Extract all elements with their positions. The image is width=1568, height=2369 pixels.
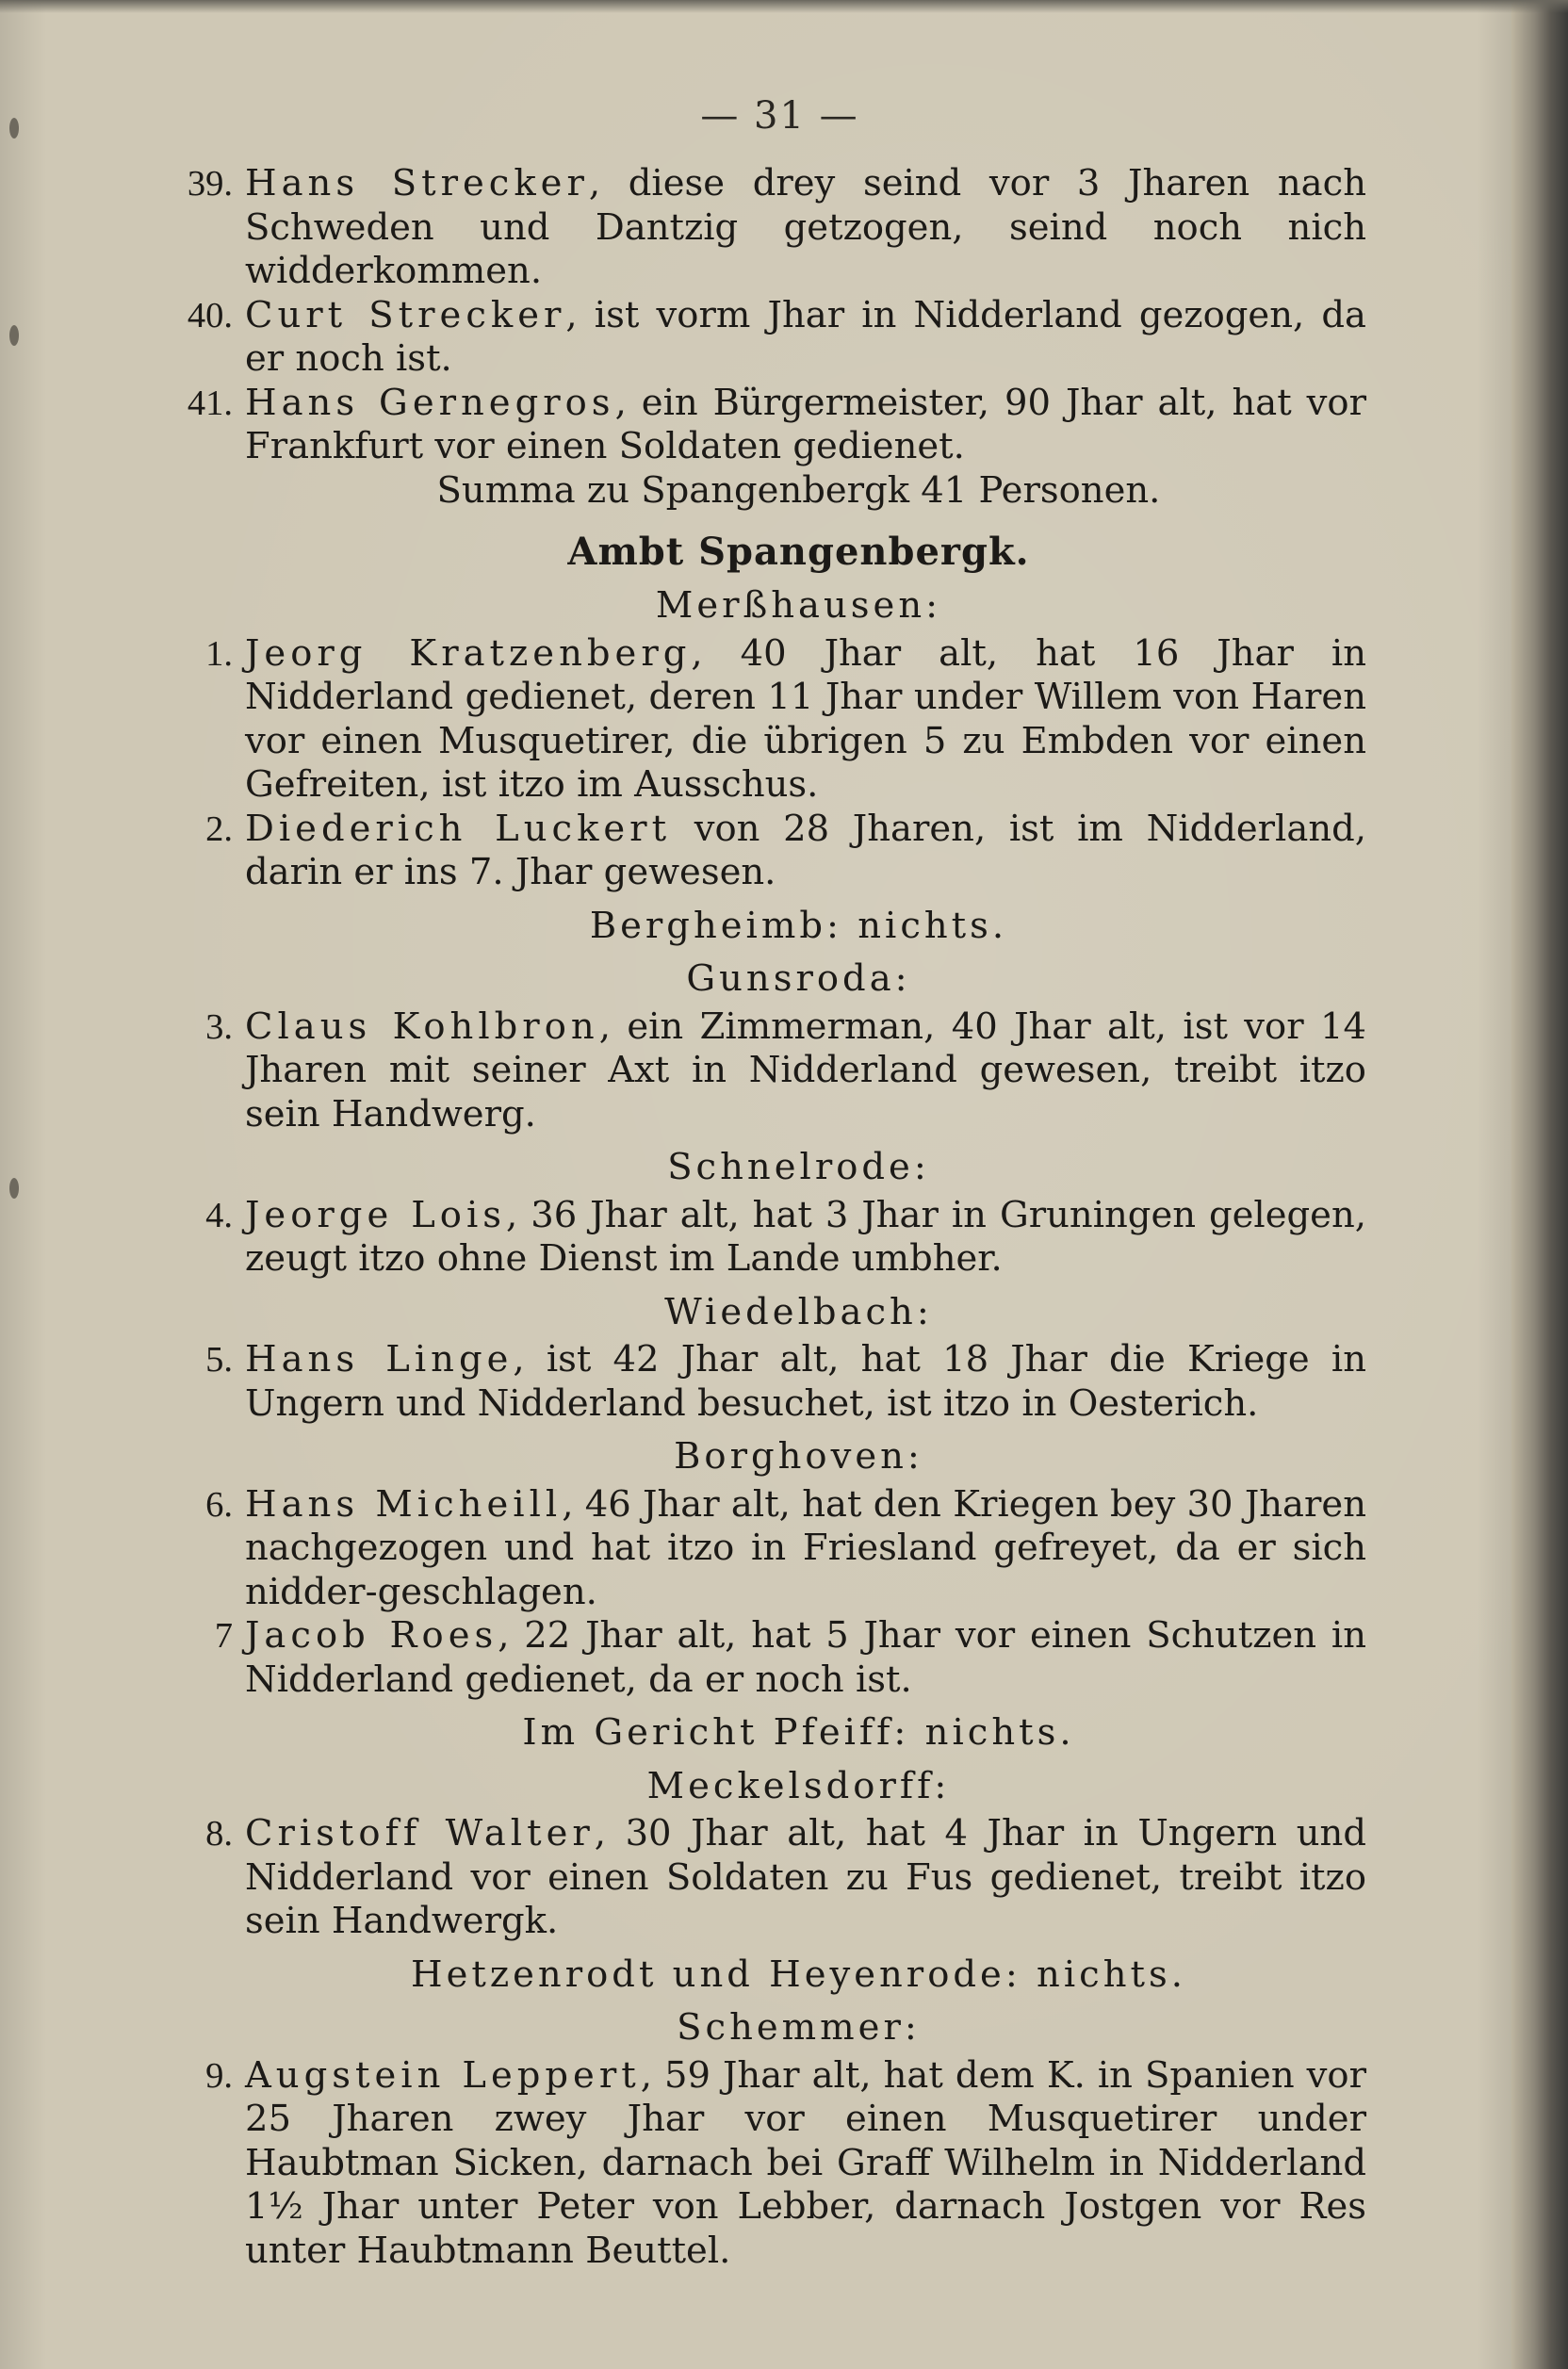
entry-text: , 36 Jhar alt, hat 3 Jhar in Gruningen gelegen, zeugt itzo ohne Dienst im Lande umbher.: [245, 1193, 1366, 1280]
person-name: Claus Kohlbron: [245, 1005, 599, 1048]
list-item: [193, 1812, 1366, 1944]
book-edge: [1511, 0, 1568, 2369]
village-heading: Bergheimb: nichts.: [589, 904, 1008, 947]
entry-number: 39.: [187, 164, 233, 204]
person-name: Jacob Roes: [245, 1614, 498, 1657]
entry-number: 2.: [205, 809, 233, 849]
list-item: [187, 381, 1367, 469]
entry-number: 3.: [205, 1006, 233, 1047]
list-item: [193, 1338, 1366, 1426]
list-item: [187, 293, 1366, 382]
margin-mark: [9, 325, 19, 346]
entry-text: von 28 Jharen, ist im Nidderland, darin er ins 7. Jhar gewesen.: [245, 807, 1366, 893]
list-item: [193, 2054, 1366, 2274]
entry-text: , ein Bürgermeister, 90 Jhar alt, hat vor Frankfurt vor einen Soldaten gedienet.: [245, 381, 1367, 467]
list-item: [193, 1194, 1366, 1282]
entry-number: 4.: [205, 1195, 233, 1235]
entry-number: 41.: [187, 383, 233, 423]
person-name: Hans Strecker: [245, 162, 589, 204]
margin-mark: [9, 118, 19, 139]
entry-number: 1.: [205, 633, 233, 674]
village-heading: Schemmer:: [677, 2006, 921, 2049]
entry-number: 7: [214, 1616, 233, 1656]
entry-text: , 40 Jhar alt, hat 16 Jhar in Nidderland gedienet, deren 11 Jhar under Willem von Haren vor einen Musquetirer, die übrigen 5 zu Embden vor einen Gefreiten, ist itzo im Ausschus.: [245, 631, 1366, 806]
village-heading: Im Gericht Pfeiff: nichts.: [522, 1711, 1075, 1754]
entry-text: , ist vorm Jhar in Nidderland gezogen, da er noch ist.: [245, 293, 1366, 380]
list-item: [193, 808, 1366, 895]
person-name: Diederich Luckert: [245, 807, 672, 850]
person-name: Curt Strecker: [245, 293, 566, 336]
person-name: Hans Linge: [245, 1338, 514, 1381]
person-name: Jeorge Lois: [245, 1193, 507, 1236]
page-text: [187, 94, 1367, 2273]
village-heading: Merßhausen:: [655, 584, 942, 627]
entry-number: 6.: [205, 1484, 233, 1525]
page-shadow: [0, 0, 1568, 13]
village-heading: Borghoven:: [674, 1435, 923, 1478]
entry-number: 40.: [187, 295, 233, 335]
person-name: Hans Micheill: [245, 1482, 563, 1526]
village-heading: Meckelsdorff:: [646, 1764, 951, 1807]
list-item: [193, 1483, 1366, 1615]
village-heading: Schnelrode:: [667, 1146, 930, 1188]
page-number: — 31 —: [700, 94, 859, 138]
entry-text: , ist 42 Jhar alt, hat 18 Jhar die Kriege in Ungern und Nidderland besuchet, ist itzo in Oesterich.: [245, 1338, 1366, 1425]
section-heading: Ambt Spangenbergk.: [567, 530, 1030, 574]
margin-mark: [9, 1178, 19, 1199]
village-heading: Hetzenrodt und Heyenrode: nichts.: [411, 1952, 1186, 1996]
person-name: Cristoff Walter: [245, 1812, 595, 1854]
list-item: [187, 162, 1366, 294]
entry-text: , 30 Jhar alt, hat 4 Jhar in Ungern und Nidderland vor einen Soldaten zu Fus gedienet, treibt itzo sein Handwergk.: [245, 1812, 1366, 1942]
village-heading: Wiedelbach:: [664, 1290, 933, 1333]
person-name: Jeorg Kratzenberg: [245, 631, 692, 675]
list-item: [193, 1614, 1366, 1702]
entry-number: 9.: [205, 2055, 233, 2096]
list-item: [193, 632, 1366, 808]
list-item: [193, 1005, 1366, 1137]
person-name: Hans Gernegros: [245, 381, 615, 424]
summary-line: Summa zu Spangenbergk 41 Personen.: [436, 468, 1161, 512]
entry-text: , 46 Jhar alt, hat den Kriegen bey 30 Jharen nachgezogen und hat itzo in Friesland gefreyet, da er sich nidder-geschlagen.: [245, 1482, 1366, 1613]
entry-text: , diese drey seind vor 3 Jharen nach Schweden und Dantzig getzogen, seind noch nich widderkommen.: [245, 162, 1366, 292]
village-heading: Gunsroda:: [686, 957, 911, 1000]
entry-number: 8.: [205, 1814, 233, 1854]
entry-text: , ein Zimmerman, 40 Jhar alt, ist vor 14 Jharen mit seiner Axt in Nidderland gewesen, treibt itzo sein Handwerg.: [245, 1005, 1367, 1135]
entry-text: , 22 Jhar alt, hat 5 Jhar vor einen Schutzen in Nidderland gedienet, da er noch ist.: [245, 1614, 1366, 1701]
person-name: Augstein Leppert: [245, 2053, 641, 2097]
entry-number: 5.: [205, 1340, 233, 1380]
entry-text: , 59 Jhar alt, hat dem K. in Spanien vor 25 Jharen zwey Jhar vor einen Musquetirer under Haubtman Sicken, darnach bei Graff Wilhelm in Nidderland 1½ Jhar unter Peter von Lebber, darnach Jostgen vor Res unter Haubtmann Beuttel.: [245, 2053, 1366, 2272]
